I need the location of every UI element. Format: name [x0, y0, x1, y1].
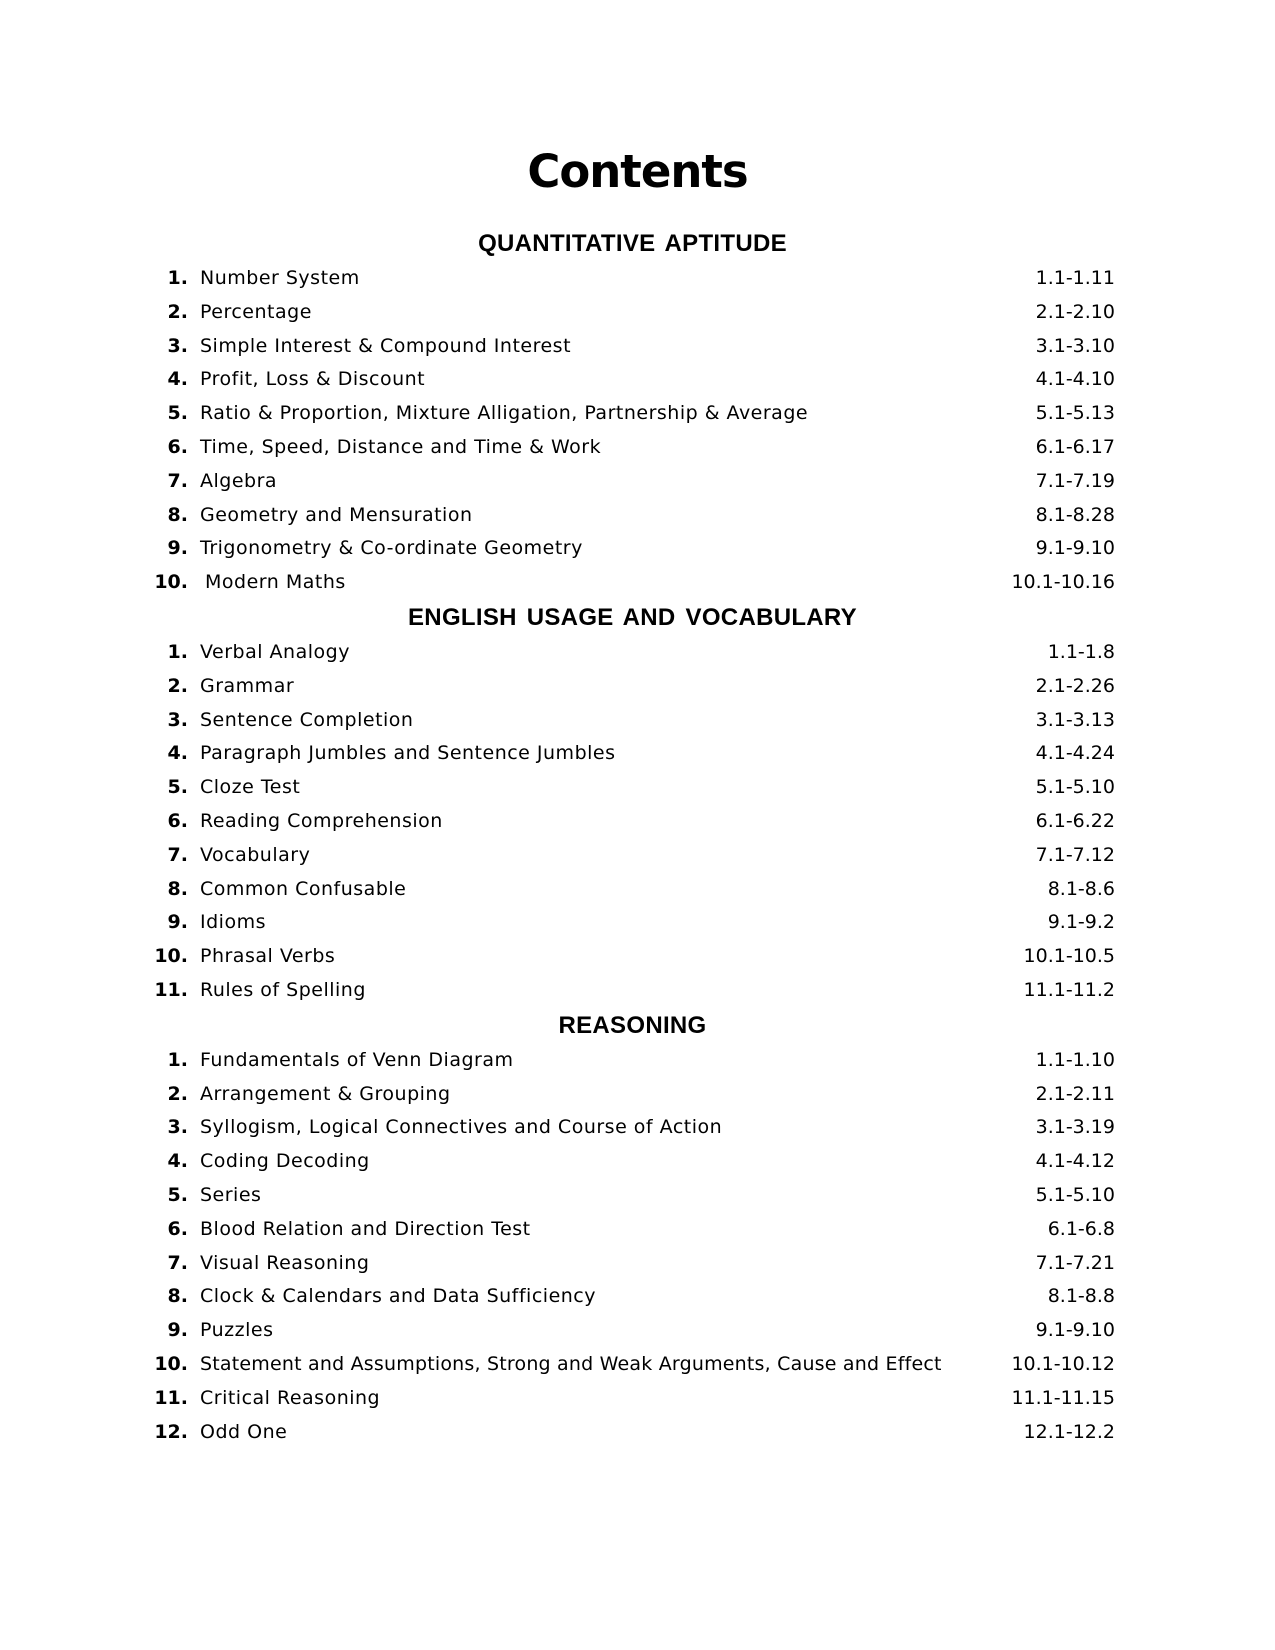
entry-title: Algebra	[200, 469, 278, 492]
entry-number: 8.	[167, 877, 188, 900]
entry-number: 2.	[167, 300, 188, 323]
toc-entry[interactable]	[150, 839, 1115, 873]
entry-pages: 2.1-2.11	[1035, 1082, 1115, 1105]
entry-pages: 7.1-7.21	[1035, 1251, 1115, 1274]
entry-number: 8.	[167, 1285, 188, 1308]
toc-entry[interactable]	[150, 940, 1115, 974]
entry-title: Clock & Calendars and Data Sufficiency	[200, 1285, 596, 1308]
toc-entry[interactable]	[150, 1416, 1115, 1450]
section-quantitative-aptitude	[150, 226, 1115, 600]
entry-number: 11.	[154, 1386, 188, 1409]
entry-title: Number System	[200, 267, 360, 289]
entry-title: Vocabulary	[200, 843, 311, 866]
entry-pages: 5.1-5.10	[1035, 1183, 1115, 1206]
section-english-usage-and-vocabulary	[150, 600, 1115, 1008]
entry-title: Simple Interest & Compound Interest	[200, 334, 572, 357]
toc-entry[interactable]	[150, 499, 1115, 533]
entry-title: Common Confusable	[200, 877, 407, 900]
entry-number: 10.	[154, 571, 188, 594]
entry-pages: 11.1-11.2	[1023, 978, 1115, 1001]
toc-entry[interactable]	[150, 296, 1115, 330]
toc-entry[interactable]	[150, 566, 1115, 600]
entry-number: 10.	[154, 1352, 188, 1375]
entry-title: Grammar	[200, 674, 295, 697]
entry-pages: 11.1-11.15	[1011, 1386, 1115, 1409]
toc-entry[interactable]	[150, 1078, 1115, 1112]
toc-entry[interactable]	[150, 974, 1115, 1008]
entry-title: Visual Reasoning	[200, 1251, 370, 1274]
entry-pages: 8.1-8.28	[1035, 503, 1115, 526]
toc-entry[interactable]	[150, 805, 1115, 839]
entry-number: 1.	[167, 267, 188, 289]
toc-entry[interactable]	[150, 262, 1115, 296]
entry-title: Verbal Analogy	[200, 640, 350, 663]
toc-entry[interactable]	[150, 873, 1115, 907]
entry-number: 4.	[167, 742, 188, 765]
toc-entry[interactable]	[150, 1280, 1115, 1314]
entry-pages: 4.1-4.12	[1035, 1150, 1115, 1173]
toc-entry[interactable]	[150, 397, 1115, 431]
entry-number: 7.	[167, 469, 188, 492]
entry-number: 2.	[167, 1082, 188, 1105]
toc-entry[interactable]	[150, 1382, 1115, 1416]
toc-entry[interactable]	[150, 465, 1115, 499]
toc-entry[interactable]	[150, 330, 1115, 364]
entry-title: Statement and Assumptions, Strong and Weak Arguments, Cause and Effect	[200, 1352, 942, 1375]
entry-title: Sentence Completion	[200, 708, 414, 731]
toc-entry[interactable]	[150, 704, 1115, 738]
entry-title: Puzzles	[200, 1319, 274, 1342]
entry-pages: 2.1-2.26	[1035, 674, 1115, 697]
entry-number: 9.	[167, 537, 188, 560]
entry-pages: 5.1-5.13	[1035, 402, 1115, 425]
entry-number: 11.	[154, 978, 188, 1001]
toc-entry[interactable]	[150, 532, 1115, 566]
entry-pages: 9.1-9.10	[1035, 1319, 1115, 1342]
entry-number: 9.	[167, 911, 188, 934]
entry-number: 8.	[167, 503, 188, 526]
entry-pages: 6.1-6.17	[1035, 435, 1115, 458]
entry-pages: 10.1-10.12	[1011, 1352, 1115, 1375]
entry-pages: 6.1-6.8	[1047, 1217, 1115, 1240]
entry-number: 1.	[167, 640, 188, 663]
toc-entry[interactable]	[150, 906, 1115, 940]
entry-title: Arrangement & Grouping	[200, 1082, 451, 1105]
entry-number: 5.	[167, 402, 188, 425]
entry-title: Geometry and Mensuration	[200, 503, 473, 526]
entry-number: 10.	[154, 945, 188, 968]
entry-pages: 12.1-12.2	[1023, 1420, 1115, 1443]
entry-number: 6.	[167, 435, 188, 458]
toc-entry[interactable]	[150, 1314, 1115, 1348]
page-title: Contents	[527, 145, 748, 198]
entry-title: Reading Comprehension	[200, 809, 443, 832]
entry-title: Blood Relation and Direction Test	[200, 1217, 531, 1240]
entry-title: Fundamentals of Venn Diagram	[200, 1048, 514, 1071]
entry-title: Cloze Test	[200, 776, 301, 799]
toc-entry[interactable]	[150, 431, 1115, 465]
toc-entry[interactable]	[150, 1111, 1115, 1145]
section-heading: REASONING	[558, 1011, 707, 1039]
entry-pages: 1.1-1.10	[1035, 1048, 1115, 1071]
entry-number: 4.	[167, 368, 188, 391]
entry-number: 3.	[167, 334, 188, 357]
toc-entry[interactable]	[150, 1348, 1115, 1382]
toc-entry[interactable]	[150, 1145, 1115, 1179]
entry-pages: 8.1-8.8	[1047, 1285, 1115, 1308]
entry-pages: 7.1-7.19	[1035, 469, 1115, 492]
entry-title: Critical Reasoning	[200, 1386, 381, 1409]
entry-title: Odd One	[200, 1420, 288, 1443]
entry-title: Profit, Loss & Discount	[200, 368, 426, 391]
entry-number: 2.	[167, 674, 188, 697]
toc-entry[interactable]	[150, 771, 1115, 805]
entry-number: 9.	[167, 1319, 188, 1342]
entry-number: 7.	[167, 1251, 188, 1274]
entry-number: 5.	[167, 776, 188, 799]
entry-title: Modern Maths	[205, 571, 346, 594]
entry-pages: 4.1-4.24	[1035, 742, 1115, 765]
entry-pages: 4.1-4.10	[1035, 368, 1115, 391]
toc-entry[interactable]	[150, 737, 1115, 771]
toc-entry[interactable]	[150, 363, 1115, 397]
entry-title: Series	[200, 1183, 262, 1206]
section-heading: QUANTITATIVE APTITUDE	[478, 230, 787, 257]
entry-title: Rules of Spelling	[200, 978, 366, 1001]
entry-title: Trigonometry & Co-ordinate Geometry	[200, 537, 583, 560]
toc-entry[interactable]	[150, 670, 1115, 704]
entry-pages: 7.1-7.12	[1035, 843, 1115, 866]
toc-entry[interactable]	[150, 1179, 1115, 1213]
entry-pages: 1.1-1.8	[1047, 640, 1115, 663]
toc-entry[interactable]	[150, 1213, 1115, 1247]
entry-pages: 9.1-9.10	[1035, 537, 1115, 560]
entry-number: 3.	[167, 708, 188, 731]
entry-number: 6.	[167, 1217, 188, 1240]
entry-pages: 1.1-1.11	[1035, 267, 1115, 289]
entry-title: Percentage	[200, 300, 312, 323]
entry-pages: 10.1-10.5	[1023, 945, 1115, 968]
entry-pages: 5.1-5.10	[1035, 776, 1115, 799]
toc-entry[interactable]	[150, 636, 1115, 670]
table-of-contents	[150, 226, 1115, 1449]
entry-pages: 3.1-3.10	[1035, 334, 1115, 357]
entry-pages: 2.1-2.10	[1035, 300, 1115, 323]
entry-pages: 6.1-6.22	[1035, 809, 1115, 832]
entry-title: Time, Speed, Distance and Time & Work	[200, 435, 602, 458]
entry-number: 3.	[167, 1116, 188, 1139]
entry-pages: 10.1-10.16	[1011, 571, 1115, 594]
entry-title: Ratio & Proportion, Mixture Alligation, Partnership & Average	[200, 402, 809, 425]
entry-pages: 8.1-8.6	[1047, 877, 1115, 900]
entry-number: 12.	[154, 1420, 188, 1443]
entry-number: 6.	[167, 809, 188, 832]
entry-title: Idioms	[200, 911, 266, 934]
entry-number: 1.	[167, 1048, 188, 1071]
toc-entry[interactable]	[150, 1247, 1115, 1281]
entry-pages: 3.1-3.19	[1035, 1116, 1115, 1139]
entry-number: 5.	[167, 1183, 188, 1206]
entry-title: Coding Decoding	[200, 1150, 370, 1173]
entry-pages: 3.1-3.13	[1035, 708, 1115, 731]
entry-number: 4.	[167, 1150, 188, 1173]
entry-number: 7.	[167, 843, 188, 866]
toc-entry[interactable]	[150, 1044, 1115, 1078]
section-reasoning	[150, 1008, 1115, 1450]
section-heading: ENGLISH USAGE AND VOCABULARY	[408, 603, 857, 631]
entry-title: Paragraph Jumbles and Sentence Jumbles	[200, 742, 616, 765]
entry-pages: 9.1-9.2	[1047, 911, 1115, 934]
entry-title: Syllogism, Logical Connectives and Course of Action	[200, 1116, 723, 1139]
entry-title: Phrasal Verbs	[200, 945, 336, 968]
